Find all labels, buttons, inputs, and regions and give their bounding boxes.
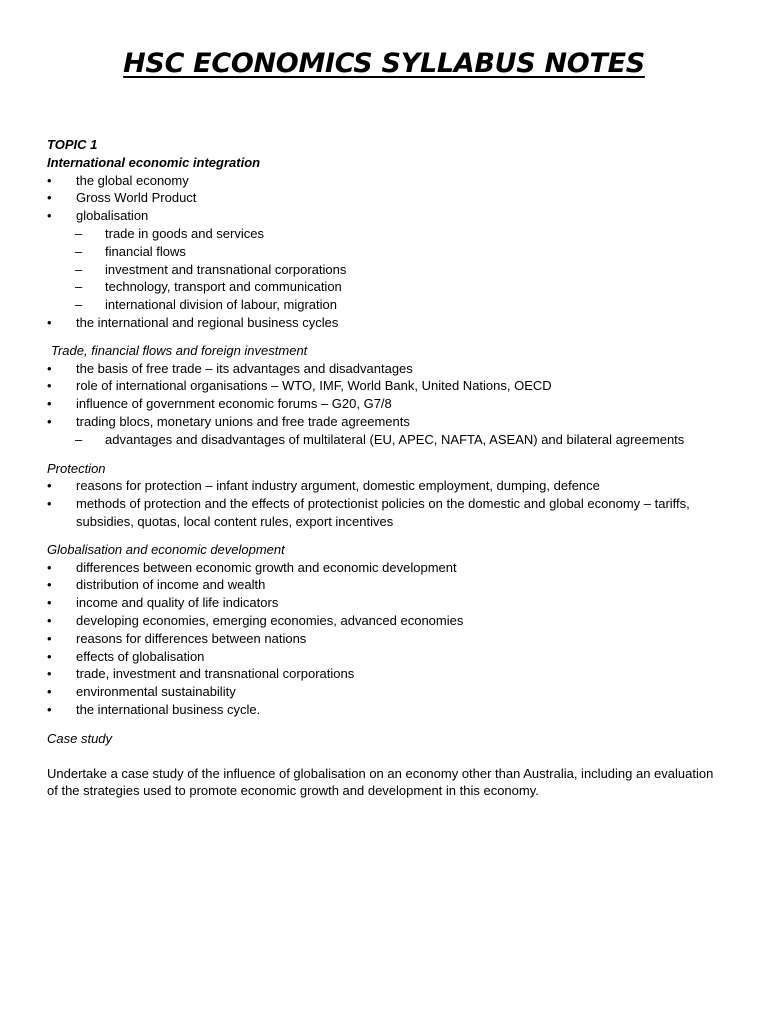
- case-study-paragraph: Undertake a case study of the influence of globalisation on an economy other than Australia, including an evaluation of the strategies used to promote economic growth and development in this economy.: [47, 765, 714, 799]
- topic-label: TOPIC 1: [47, 137, 98, 152]
- list-item: • income and quality of life indicators: [47, 594, 727, 612]
- list-item: • effects of globalisation: [47, 648, 727, 666]
- section-heading-integration: International economic integration: [47, 154, 261, 170]
- list-item: • environmental sustainability: [47, 683, 727, 701]
- list-item: • the international business cycle.: [47, 701, 727, 719]
- syllabus-content: [47, 136, 727, 800]
- list-item: • reasons for protection – infant industry argument, domestic employment, dumping, defence: [47, 477, 727, 495]
- section-heading-development: Globalisation and economic development: [47, 541, 285, 557]
- list-item: • influence of government economic forums – G20, G7/8: [47, 395, 727, 413]
- sub-list-item: – international division of labour, migration: [47, 296, 727, 314]
- list-item: • methods of protection and the effects of protectionist policies on the domestic and global economy – tariffs, subsidies, quotas, local content rules, export incentives: [47, 495, 727, 531]
- section-heading-trade: Trade, financial flows and foreign investment: [51, 342, 308, 358]
- list-item: • distribution of income and wealth: [47, 576, 727, 594]
- page-title: HSC ECONOMICS SYLLABUS NOTES: [123, 48, 645, 79]
- list-item: • trading blocs, monetary unions and free trade agreements: [47, 413, 727, 431]
- sub-list-item: – financial flows: [47, 243, 727, 261]
- sub-list-item: – technology, transport and communication: [47, 278, 727, 296]
- section-heading-protection: Protection: [47, 460, 106, 476]
- list-item: • role of international organisations – WTO, IMF, World Bank, United Nations, OECD: [47, 377, 727, 395]
- list-item: • the basis of free trade – its advantages and disadvantages: [47, 360, 727, 378]
- list-item: • developing economies, emerging economies, advanced economies: [47, 612, 727, 630]
- list-item: • differences between economic growth and economic development: [47, 559, 727, 577]
- sub-list-item: – trade in goods and services: [47, 225, 727, 243]
- list-item: • trade, investment and transnational corporations: [47, 665, 727, 683]
- spacer: [47, 748, 727, 765]
- list-item: • reasons for differences between nations: [47, 630, 727, 648]
- list-item: • Gross World Product: [47, 189, 727, 207]
- spacer: [47, 719, 727, 730]
- section-heading-case-study: Case study: [47, 730, 113, 746]
- list-item: • the global economy: [47, 172, 727, 190]
- spacer: [47, 332, 727, 342]
- list-item: • the international and regional business cycles: [47, 314, 727, 332]
- spacer: [47, 531, 727, 541]
- sub-list-item: – advantages and disadvantages of multilateral (EU, APEC, NAFTA, ASEAN) and bilateral agreements: [47, 431, 727, 449]
- list-item: • globalisation: [47, 207, 727, 225]
- sub-list-item: – investment and transnational corporations: [47, 261, 727, 279]
- spacer: [47, 449, 727, 460]
